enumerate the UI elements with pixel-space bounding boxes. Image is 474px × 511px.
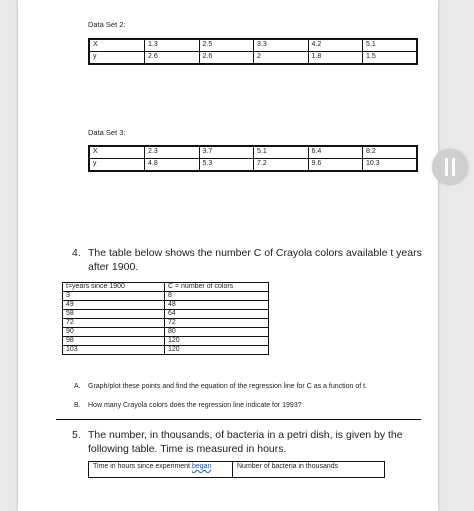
question5-text: [88, 428, 428, 456]
column-header-text: Time in hours since experiment: [93, 463, 192, 470]
table-cell: 72: [165, 319, 269, 328]
table-row: [89, 159, 417, 172]
table-cell: 1.3: [145, 39, 200, 52]
table-cell: 72: [63, 319, 165, 328]
question5-number: 5.: [72, 429, 81, 441]
table-cell: 49: [63, 301, 165, 310]
bacteria-table: [88, 461, 385, 478]
table-cell: 2.5: [199, 39, 254, 52]
question4-line2: after 1900.: [88, 261, 139, 273]
table-cell: 2.6: [145, 52, 200, 65]
table-cell: 48: [165, 301, 269, 310]
table-row: [89, 52, 417, 65]
table-cell: 7.2: [254, 159, 309, 172]
dataset3-table: [88, 145, 418, 172]
table-cell: y: [89, 52, 145, 65]
table-cell: 4.2: [308, 39, 363, 52]
table-row: [63, 337, 269, 346]
table-cell: 58: [63, 310, 165, 319]
dataset2-table: [88, 38, 418, 65]
scroll-handle-icon[interactable]: [432, 149, 468, 185]
table-cell: 120: [165, 346, 269, 355]
grip-bar: [445, 158, 448, 176]
table-cell: 2: [254, 52, 309, 65]
question4-text: [88, 246, 428, 274]
table-cell: 5.1: [254, 146, 309, 159]
table-cell: 103: [63, 346, 165, 355]
table-cell: 9.6: [308, 159, 363, 172]
table-cell: 2.6: [199, 52, 254, 65]
section-divider: [56, 419, 421, 420]
table-cell: 64: [165, 310, 269, 319]
table-cell: 8.2: [363, 146, 418, 159]
table-cell: 10.3: [363, 159, 418, 172]
table-row: [63, 301, 269, 310]
table-row: [63, 346, 269, 355]
column-header: t=years since 1900: [63, 283, 165, 292]
column-header: C = number of colors: [165, 283, 269, 292]
dataset2-label: Data Set 2:: [88, 20, 126, 29]
question4-line1: The table below shows the number C of Crayola colors available t years: [88, 247, 422, 259]
table-cell: 5.1: [363, 39, 418, 52]
question4-number: 4.: [72, 247, 81, 259]
column-header: [89, 462, 233, 478]
table-cell: 3: [63, 292, 165, 301]
item-a-text: Graph/plot these points and find the equation of the regression line for C as a function of t.: [88, 383, 368, 390]
table-cell: 8: [165, 292, 269, 301]
table-cell: 1.5: [363, 52, 418, 65]
table-row: [89, 39, 417, 52]
table-row: [63, 319, 269, 328]
table-cell: X: [89, 39, 145, 52]
column-header: Number of bacteria in thousands: [233, 462, 385, 478]
item-b-text: How many Crayola colors does the regression line indicate for 1993?: [88, 402, 302, 409]
table-cell: 3.7: [199, 146, 254, 159]
table-row: [63, 328, 269, 337]
table-cell: 98: [63, 337, 165, 346]
spellcheck-flagged-word[interactable]: began: [191, 463, 212, 470]
table-cell: 90: [63, 328, 165, 337]
table-cell: 80: [165, 328, 269, 337]
table-header-row: [89, 462, 385, 478]
grip-bar: [452, 158, 455, 176]
question5-line2: following table. Time is measured in hours.: [88, 443, 287, 455]
document-page: [18, 0, 438, 511]
table-cell: 3.3: [254, 39, 309, 52]
table-row: [63, 310, 269, 319]
table-row: [89, 146, 417, 159]
table-cell: X: [89, 146, 145, 159]
table-cell: 2.3: [145, 146, 200, 159]
table-cell: 1.8: [308, 52, 363, 65]
table-cell: 4.8: [145, 159, 200, 172]
item-b-marker: B.: [74, 402, 81, 409]
table-row: [63, 292, 269, 301]
question5-line1: The number, in thousands, of bacteria in a petri dish, is given by the: [88, 429, 403, 441]
table-cell: 6.4: [308, 146, 363, 159]
table-cell: 5.3: [199, 159, 254, 172]
table-cell: y: [89, 159, 145, 172]
table-header-row: [63, 283, 269, 292]
item-a-marker: A.: [74, 383, 81, 390]
dataset3-label: Data Set 3:: [88, 128, 126, 137]
table-cell: 120: [165, 337, 269, 346]
crayola-table: [62, 282, 269, 355]
